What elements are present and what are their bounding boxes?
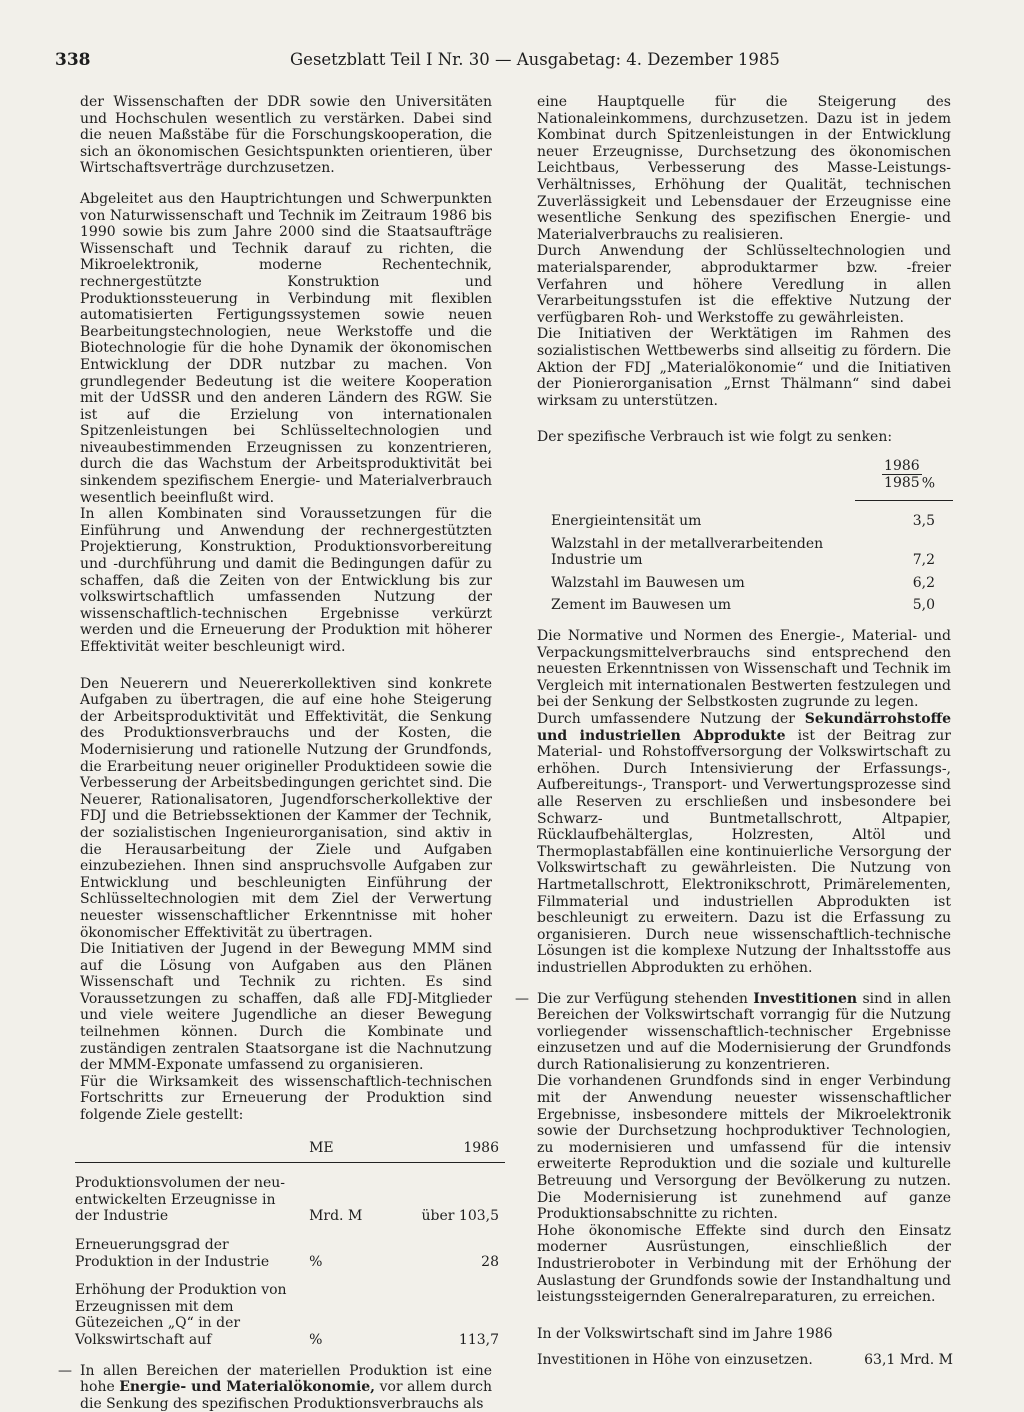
targets-table [75, 1140, 505, 1349]
page-number: 338 [55, 50, 91, 70]
row-unit: % [309, 1331, 323, 1348]
dash-paragraph: — Die zur Verfügung stehenden Investitionen sind in allen Bereichen der Volkswirtschaft vorrangig für die Nutzung vorliegender wissenschaftlich-technischer Ergebnisse einzusetzen und auf die Modernisierung der Grundfonds durch Rationalisierung zu konzentrieren. [515, 990, 951, 1073]
row-value: 113,7 [458, 1331, 499, 1348]
running-title: Gesetzblatt Teil I Nr. 30 — Ausgabetag: 4. Dezember 1985 [290, 50, 780, 69]
paragraph: der Wissenschaften der DDR sowie den Universitäten und Hochschulen wesentlich zu verstärken. Dabei sind die neuen Maßstäbe für die Forschungskooperation, die sich an ökonomischen Gesichtspunkten orientieren, über Wirtschaftsverträge durchzusetzen. [80, 94, 492, 177]
column-header: ME [289, 1140, 413, 1163]
paragraph: Durch umfassendere Nutzung der Sekundärrohstoffe und industriellen Abprodukte ist der Beitrag zur Material- und Rohstoffversorgung der Volkswirtschaft zu erhöhen. Durch Intensivierung der Erfassungs-, Aufbereitungs-, Transport- und Verwertungsprozesse sind alle Reserven zu erschließen und insbesondere bei Schwarz- und Buntmetallschrott, Altpapier, Rücklaufbehälterglas, Holzresten, Altöl und Thermoplastabfällen eine kontinuierliche Versorgung der Volkswirtschaft zu gewährleisten. Die Nutzung von Hartmetallschrott, Elektronikschrott, Primärelementen, Filmmaterial und industriellen Abprodukten ist beschleunigt zu erweitern. Dazu ist die Erfassung zu organisieren. Durch neue wissenschaftlich-technische Lösungen ist die komplexe Nutzung der Inhaltsstoffe aus industriellen Abprodukten zu erhöhen. [537, 711, 951, 976]
table-row [75, 1225, 505, 1270]
row-value: 6,2 [912, 574, 935, 591]
paragraph: Die vorhandenen Grundfonds sind in enger Verbindung mit der Anwendung neuester wissenschaftlicher Ergebnisse, insbesondere mittels der Mikroelektronik sowie der Durchsetzung hochproduktiver Technologien, zu modernisieren und umfassend für die intensiv erweiterte Reproduktion und die soziale und kulturelle Betreuung und Versorgung der Bevölkerung zu nutzen. Die Modernisierung ist zunehmend auf ganze Produktionsabschnitte zu richten. [537, 1073, 951, 1223]
table-row [537, 501, 953, 530]
fraction-numerator: 1986 [884, 457, 920, 474]
row-value: 5,0 [912, 597, 935, 614]
row-label: Walzstahl in der metallverarbeitenden Industrie um [551, 535, 824, 569]
table-header-row [537, 458, 953, 501]
paragraph: Der spezifische Verbrauch ist wie folgt zu senken: [537, 429, 893, 446]
fraction-header [882, 458, 922, 492]
unit-percent: % [921, 475, 935, 492]
left-column [58, 94, 499, 1412]
row-label: Energieintensität um [551, 513, 702, 530]
right-column [515, 94, 953, 1369]
column-header: 1986 [413, 1140, 505, 1163]
row-label: Produktionsvolumen der neu-entwickelten Erzeugnisse in der Industrie [75, 1175, 286, 1225]
row-unit: % [309, 1253, 323, 1270]
row-label: Erneuerungsgrad der Produktion in der Industrie [75, 1237, 270, 1270]
table-row [537, 591, 953, 614]
paragraph: eine Hauptquelle für die Steigerung des Nationaleinkommens, durchzusetzen. Dazu ist in jedem Kombinat durch Spitzenleistungen in der Entwicklung neuer Erzeugnisse, Durchsetzung des ökonomischen Leichtbaus, Verbesserung des Masse-Leistungs-Verhältnisses, Erhöhung der Qualität, technischen Zuverlässigkeit und Lebensdauer der Erzeugnisse eine wesentliche Senkung des spezifischen Energie- und Materialverbrauchs zu realisieren. [537, 94, 951, 243]
paragraph: Die Initiativen der Jugend in der Bewegung MMM sind auf die Lösung von Aufgaben aus den Plänen Wissenschaft und Technik zu richten. Es sind Voraussetzungen zu schaffen, daß alle FDJ-Mitglieder und viele weitere Jugendliche an dieser Bewegung teilnehmen können. Durch die Kombinate und zuständigen zentralen Staatsorgane ist die Nachnutzung der MMM-Exponate umfassend zu organisieren. [80, 941, 492, 1074]
row-label: Walzstahl im Bauwesen um [551, 574, 745, 591]
paragraph: Die Initiativen der Werktätigen im Rahmen des sozialistischen Wettbewerbs sind allseitig zu fördern. Die Aktion der FDJ „Materialökonomie“ und die Initiativen der Pionierorganisation „Ernst Thälmann“ sind dabei wirksam zu unterstützen. [537, 326, 951, 409]
paragraph: Die Normative und Normen des Energie-, Material- und Verpackungsmittelverbrauchs sind entsprechend den neuesten Erkenntnissen von Wissenschaft und Technik im Vergleich mit internationalen Bestwerten festzulegen und bei der Senkung der Selbstkosten zugrunde zu legen. [537, 628, 951, 711]
paragraph: In allen Kombinaten sind Voraussetzungen für die Einführung und Anwendung der rechnergestützten Projektierung, Konstruktion, Produktionsvorbereitung und -durchführung und damit die Bedingungen dafür zu schaffen, daß die Zeiten von der Entwicklung bis zur volkswirtschaftlich umfassenden Nutzung der wissenschaftlich-technischen Ergebnisse verkürzt werden und die Erneuerung der Produktion mit höherer Effektivität weiter beschleunigt wird. [80, 506, 492, 655]
consumption-table [537, 458, 953, 614]
paragraph: Hohe ökonomische Effekte sind durch den Einsatz moderner Ausrüstungen, einschließlich der Industrieroboter in Verbindung mit der Erhöhung der Auslastung der Grundfonds sowie der Instandhaltung und leistungssteigernden Generalreparaturen, zu erreichen. [537, 1222, 951, 1306]
investment-row [537, 1352, 953, 1369]
fraction-denominator: 1985 [884, 475, 920, 492]
paragraph: Den Neuerern und Neuererkollektiven sind konkrete Aufgaben zu übertragen, die auf eine hohe Steigerung der Arbeitsproduktivität und Effektivität, die Senkung des Produktionsverbrauchs und der Kosten, die Modernisierung und rationelle Nutzung der Grundfonds, die Erarbeitung neuer origineller Produktideen sowie die Verbesserung der Arbeitsbedingungen gerichtet sind. Die Neuerer, Rationalisatoren, Jugendforscherkollektive der FDJ und die Betriebssektionen der Kammer der Technik, der sozialistischen Ingenieurorganisation, sind aktiv in die Herausarbeitung der Ziele und Aufgaben einzubeziehen. Ihnen sind anspruchsvolle Aufgaben zur Entwicklung und beschleunigten Einführung der Schlüsseltechnologien mit dem Ziel der Verwertung neuester wissenschaftlicher Erkenntnisse mit hoher ökonomischer Effektivität zu übertragen. [80, 675, 492, 941]
page-header [55, 50, 965, 76]
paragraph: Für die Wirksamkeit des wissenschaftlich-technischen Fortschritts zur Erneuerung der Produktion sind folgende Ziele gestellt: [80, 1073, 492, 1124]
row-label: Erhöhung der Produktion von Erzeugnissen mit dem Gütezeichen „Q“ in der Volkswirtschaft auf [75, 1282, 287, 1348]
row-unit: Mrd. M [309, 1208, 363, 1225]
emphasis: Sekundärrohstoffe und industriellen Abprodukte [537, 711, 951, 744]
paragraph: Durch Anwendung der Schlüsseltechnologien und materialsparender, abproduktarmer bzw. -freier Verfahren und höhere Veredlung in allen Verarbeitungsstufen ist die effektive Nutzung der verfügbaren Roh- und Werkstoffe zu gewährleisten. [537, 243, 951, 326]
dash-marker: — [58, 1362, 72, 1379]
dash-paragraph: — In allen Bereichen der materiellen Produktion ist eine hohe Energie- und Materialökonomie, vor allem durch die Senkung des spezifischen Produktionsverbrauchs als [58, 1362, 492, 1412]
table-row [537, 530, 953, 569]
row-value: 7,2 [912, 552, 935, 569]
emphasis: Energie- und Materialökonomie, [119, 1379, 376, 1396]
row-value: 63,1 Mrd. M [864, 1352, 953, 1369]
row-value: 3,5 [912, 513, 935, 530]
row-label: Zement im Bauwesen um [551, 597, 732, 614]
paragraph: Abgeleitet aus den Hauptrichtungen und Schwerpunkten von Naturwissenschaft und Technik im Zeitraum 1986 bis 1990 sowie bis zum Jahre 2000 sind die Staatsaufträge Wissenschaft und Technik darauf zu richten, die Mikroelektronik, moderne Rechentechnik, rechnergestützte Konstruktion und Produktionssteuerung in Verbindung mit flexiblen automatisierten Fertigungssystemen sowie neuen Bearbeitungstechnologien, neue Werkstoffe und die Biotechnologie für die hohe Dynamik der ökonomischen Entwicklung der DDR nutzbar zu machen. Von grundlegender Bedeutung ist die weitere Kooperation mit der UdSSR und den anderen Ländern des RGW. Sie ist auf die Erzielung von internationalen Spitzenleistungen bei Schlüsseltechnologien und niveaubestimmenden Erzeugnissen zu konzentrieren, durch die das Wachstum der Arbeitsproduktivität bei sinkendem spezifischem Energie- und Materialverbrauch wesentlich beeinflußt wird. [80, 190, 492, 506]
table-row [75, 1270, 505, 1348]
row-value: 28 [481, 1253, 499, 1270]
row-value: über 103,5 [421, 1208, 499, 1225]
table-row [537, 1352, 953, 1369]
table-row [75, 1163, 505, 1225]
dash-marker: — [515, 990, 529, 1007]
emphasis: Investitionen [753, 990, 858, 1007]
paragraph: In der Volkswirtschaft sind im Jahre 1986 [537, 1325, 833, 1342]
row-label: Investitionen in Höhe von einzusetzen. [537, 1352, 813, 1369]
table-row [537, 569, 953, 592]
table-header-row [75, 1140, 505, 1163]
